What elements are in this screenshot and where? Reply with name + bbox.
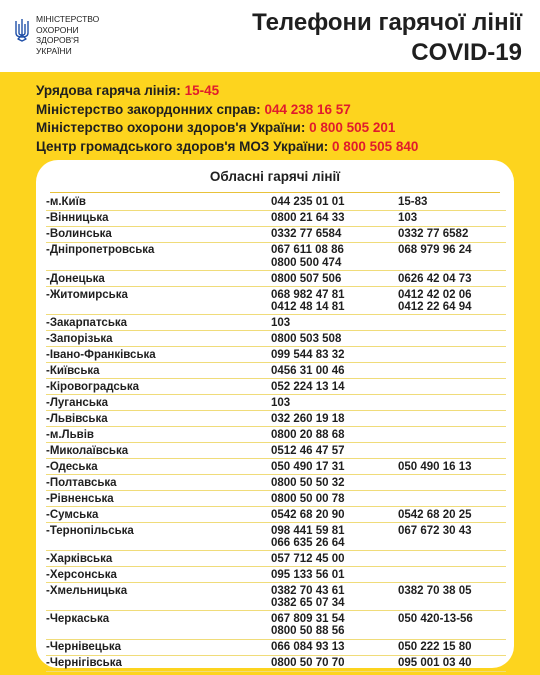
phone-column-2	[398, 461, 472, 473]
phone-column-1	[271, 477, 396, 489]
table-row	[46, 287, 506, 315]
phone-column-2	[398, 289, 472, 313]
hot-line	[36, 101, 418, 120]
table-row	[46, 195, 506, 211]
trident-coat-of-arms-icon	[14, 18, 30, 42]
phone-number: 0800 500 474	[271, 256, 342, 269]
phone-number: 0412 22 64 94	[398, 300, 472, 313]
phone-number: 0800 50 70 70	[271, 657, 345, 670]
phone-column-1	[271, 317, 396, 329]
region-name: -Волинська	[46, 228, 112, 241]
region-name: -м.Львів	[46, 428, 95, 441]
phone-column-1	[271, 413, 396, 425]
phone-column-2	[398, 525, 472, 537]
table-row	[46, 656, 506, 672]
table-row	[46, 271, 506, 287]
phone-column-1	[271, 657, 396, 669]
phone-number: 0800 50 00 78	[271, 492, 345, 505]
phone-number: 0800 50 50 32	[271, 476, 345, 489]
region-name: -Запорізька	[46, 332, 113, 345]
table-row	[46, 347, 506, 363]
hot-line	[36, 138, 418, 157]
region-name: -Київська	[46, 364, 100, 377]
table-row	[46, 475, 506, 491]
phone-column-2	[398, 509, 472, 521]
phone-column-2	[398, 212, 417, 224]
phone-column-1	[271, 273, 396, 285]
phone-column-1	[271, 493, 396, 505]
phone-number: 0800 50 88 56	[271, 625, 345, 638]
region-name: -Херсонська	[46, 568, 117, 581]
phone-number: 067 809 31 54	[271, 612, 345, 625]
ministry-line: ОХОРОНИ	[36, 24, 79, 35]
phone-column-1	[271, 429, 396, 441]
phone-column-1	[271, 196, 396, 208]
region-name: -Одеська	[46, 460, 98, 473]
ministry-line: УКРАЇНИ	[36, 45, 72, 56]
region-name: -Львівська	[46, 412, 108, 425]
phone-column-2	[398, 641, 472, 653]
phone-number: 103	[271, 316, 291, 329]
region-name: -Чернівецька	[46, 641, 122, 654]
phone-column-1	[271, 212, 396, 224]
regional-table	[46, 195, 506, 672]
page-title	[252, 8, 522, 68]
region-name: -м.Київ	[46, 196, 86, 209]
phone-column-1	[271, 509, 396, 521]
phone-number: 068 982 47 81	[271, 288, 345, 301]
phone-number: 103	[398, 212, 418, 225]
phone-number: 050 490 16 13	[398, 460, 472, 473]
hot-line-number: 15-45	[184, 83, 220, 98]
table-row	[46, 507, 506, 523]
header	[0, 0, 540, 72]
phone-column-1	[271, 445, 396, 457]
phone-column-1	[271, 461, 396, 473]
phone-number: 0382 70 38 05	[398, 584, 472, 597]
phone-column-1	[271, 525, 396, 549]
phone-column-1	[271, 228, 396, 240]
phone-number: 050 420-13-56	[398, 612, 473, 625]
hot-line	[36, 119, 418, 138]
phone-number: 0800 507 506	[271, 272, 342, 285]
phone-column-2	[398, 244, 472, 256]
table-row	[46, 411, 506, 427]
phone-number: 0542 68 20 90	[271, 508, 345, 521]
phone-number: 068 979 96 24	[398, 244, 472, 257]
region-name: -Луганська	[46, 396, 109, 409]
phone-number: 0382 65 07 34	[271, 596, 345, 609]
table-row	[46, 227, 506, 243]
region-name: -Рівненська	[46, 492, 114, 505]
ministry-logo	[14, 14, 100, 64]
region-name: -Донецька	[46, 272, 105, 285]
phone-number: 0800 503 508	[271, 332, 342, 345]
phone-number: 095 001 03 40	[398, 657, 472, 670]
table-row	[46, 459, 506, 475]
phone-number: 052 224 13 14	[271, 380, 345, 393]
phone-number: 0456 31 00 46	[271, 364, 345, 377]
region-name: -Хмельницька	[46, 584, 128, 597]
phone-column-2	[398, 196, 427, 208]
ministry-line: МІНІСТЕРСТВО	[36, 14, 100, 24]
phone-number: 0800 21 64 33	[271, 212, 345, 225]
phone-column-2	[398, 273, 472, 285]
phone-column-1	[271, 365, 396, 377]
table-row	[46, 551, 506, 567]
table-row	[46, 523, 506, 551]
divider	[50, 192, 500, 193]
phone-column-2	[398, 228, 468, 240]
phone-column-1	[271, 289, 396, 313]
phone-number: 067 611 08 86	[271, 244, 344, 257]
phone-column-2	[398, 657, 472, 669]
table-row	[46, 315, 506, 331]
phone-number: 067 672 30 43	[398, 524, 472, 537]
region-name: -Чернігівська	[46, 657, 122, 670]
hot-line-label: Урядова гаряча лінія:	[36, 83, 181, 98]
phone-number: 0412 42 02 06	[398, 288, 472, 301]
phone-column-1	[271, 244, 396, 268]
regional-hot-lines-card	[36, 160, 514, 668]
table-row	[46, 395, 506, 411]
ministry-name	[36, 14, 100, 56]
phone-column-1	[271, 349, 396, 361]
title-line: Телефони гарячої лінії	[252, 9, 522, 36]
phone-number: 0512 46 47 57	[271, 444, 345, 457]
hot-line-number: 044 238 16 57	[264, 101, 351, 117]
phone-number: 0332 77 6582	[398, 228, 469, 241]
region-name: -Миколаївська	[46, 444, 129, 457]
phone-column-2	[398, 613, 473, 625]
hot-line	[36, 82, 418, 101]
region-name: -Черкаська	[46, 612, 110, 625]
table-row	[46, 583, 506, 611]
ministry-line: ЗДОРОВ'Я	[36, 35, 80, 45]
phone-column-2	[398, 585, 472, 597]
hot-line-label: Міністерство закордонних справ:	[36, 101, 261, 117]
region-name: -Полтавська	[46, 476, 117, 489]
hot-line-number: 0 800 505 840	[332, 138, 419, 154]
national-hot-lines	[36, 82, 418, 156]
table-row	[46, 640, 506, 656]
phone-number: 050 490 17 31	[271, 460, 345, 473]
region-name: -Тернопільська	[46, 524, 134, 537]
region-name: -Вінницька	[46, 212, 109, 225]
phone-number: 0382 70 43 61	[271, 584, 345, 597]
table-row	[46, 567, 506, 583]
table-row	[46, 427, 506, 443]
hot-line-number: 0 800 505 201	[309, 120, 396, 135]
phone-column-1	[271, 585, 396, 609]
regional-title: Обласні гарячі лінії	[209, 169, 341, 184]
phone-number: 095 133 56 01	[271, 568, 345, 581]
table-row	[46, 243, 506, 271]
phone-number: 098 441 59 81	[271, 524, 345, 537]
phone-number: 0800 20 88 68	[271, 428, 345, 441]
phone-number: 0542 68 20 25	[398, 508, 472, 521]
title-subline: COVID-19	[411, 39, 522, 66]
phone-column-1	[271, 397, 396, 409]
phone-number: 0332 77 6584	[271, 228, 342, 241]
region-name: -Кіровоградська	[46, 380, 140, 393]
phone-column-1	[271, 333, 396, 345]
phone-number: 0626 42 04 73	[398, 272, 472, 285]
phone-number: 044 235 01 01	[271, 196, 345, 209]
phone-column-1	[271, 553, 396, 565]
phone-number: 057 712 45 00	[271, 552, 345, 565]
region-name: -Сумська	[46, 508, 99, 521]
region-name: -Харківська	[46, 552, 113, 565]
table-row	[46, 611, 506, 639]
hot-line-label: Центр громадського здоров'я МОЗ України:	[36, 138, 329, 154]
phone-column-1	[271, 381, 396, 393]
table-row	[46, 363, 506, 379]
region-name: -Дніпропетровська	[46, 244, 155, 257]
phone-number: 15-83	[398, 196, 428, 209]
phone-number: 050 222 15 80	[398, 641, 472, 654]
table-row	[46, 379, 506, 395]
table-row	[46, 211, 506, 227]
region-name: -Житомирська	[46, 288, 128, 301]
hot-line-label: Міністерство охорони здоров'я України:	[36, 120, 306, 135]
phone-number: 0412 48 14 81	[271, 300, 345, 313]
phone-number: 032 260 19 18	[271, 412, 345, 425]
phone-number: 066 635 26 64	[271, 536, 345, 549]
table-row	[46, 331, 506, 347]
region-name: -Закарпатська	[46, 316, 128, 329]
table-row	[46, 491, 506, 507]
region-name: -Івано-Франківська	[46, 348, 156, 361]
phone-number: 103	[271, 396, 291, 409]
phone-column-1	[271, 569, 396, 581]
phone-number: 066 084 93 13	[271, 641, 345, 654]
phone-number: 099 544 83 32	[271, 348, 345, 361]
phone-column-1	[271, 641, 396, 653]
table-row	[46, 443, 506, 459]
phone-column-1	[271, 613, 396, 637]
